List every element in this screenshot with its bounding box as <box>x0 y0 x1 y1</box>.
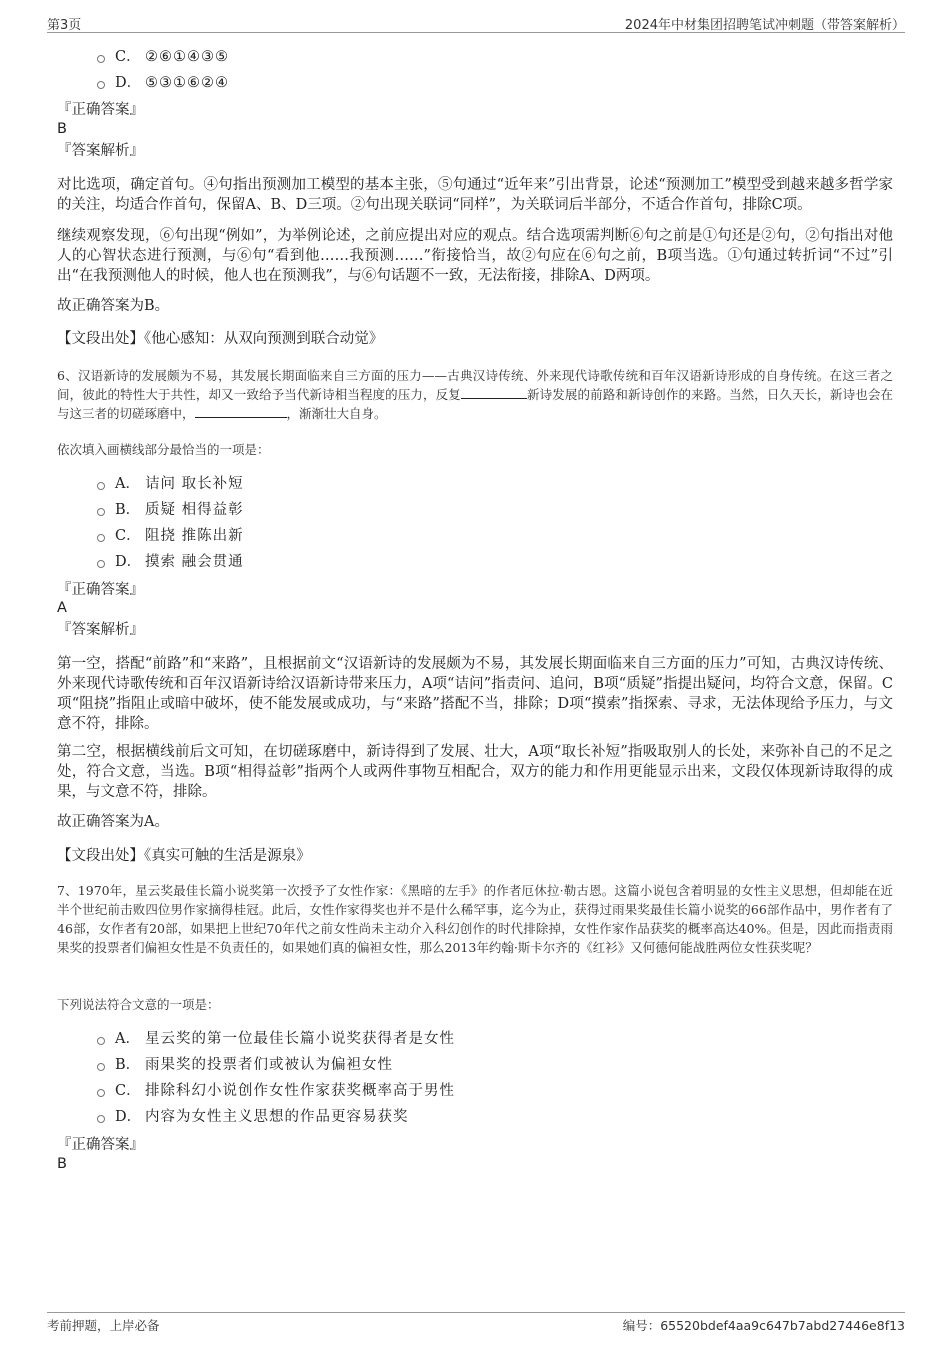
q5-analysis-paragraph: 对比选项，确定首句。④句指出预测加工模型的基本主张，⑤句通过“近年来”引出背景，论述“预测加工”模型受到越来越多哲学家的关注，均适合作首句，保留A、B、D三项。②句出现关联词“同样”，为关联词后半部分，不适合作首句，排除C项。 <box>57 177 893 213</box>
radio-icon[interactable] <box>97 55 105 63</box>
q7-answer-label: 『正确答案』 <box>57 1137 144 1153</box>
q6-option-c[interactable]: C． 阻挠 推陈出新 <box>97 526 244 546</box>
q7-option-d[interactable]: D． 内容为女性主义思想的作品更容易获奖 <box>97 1107 409 1127</box>
radio-icon[interactable] <box>97 534 105 542</box>
page-footer <box>47 1312 905 1337</box>
q7-stem: 7、1970年，星云奖最佳长篇小说奖第一次授予了女性作家：《黑暗的左手》的作者厄休拉·勒古恩。这篇小说包含着明显的女性主义思想，但却能在近半个世纪前击败四位男作家摘得桂冠。此后，女性作家得奖也并不是什么稀罕事，迄今为止，获得过雨果奖最佳长篇小说奖的66部作品中，男作者有了46部，女作者有20部，如果把上世纪70年代之前女性尚未主动介入科幻创作的时代排除掉，女性作家作品获奖的概率高达40%。但是，因此而指责雨果奖的投票者们偏袒女性是不负责任的，如果她们真的偏袒女性，那么2013年约翰·斯卡尔齐的《红衫》又何德何能战胜两位女性获奖呢？ <box>57 883 893 955</box>
q7-option-a[interactable]: A． 星云奖的第一位最佳长篇小说奖获得者是女性 <box>97 1029 455 1049</box>
q6-source: 【文段出处】《真实可触的生活是源泉》 <box>57 848 311 864</box>
q6-prompt: 依次填入画横线部分最恰当的一项是： <box>57 442 270 457</box>
q6-option-b[interactable]: B． 质疑 相得益彰 <box>97 500 244 520</box>
q7-prompt: 下列说法符合文意的一项是： <box>57 997 220 1012</box>
q7-option-c[interactable]: C． 排除科幻小说创作女性作家获奖概率高于男性 <box>97 1081 455 1101</box>
radio-icon[interactable] <box>97 1063 105 1071</box>
document-title: 2024年中材集团招聘笔试冲刺题（带答案解析） <box>624 18 905 33</box>
q5-analysis-label: 『答案解析』 <box>57 143 144 159</box>
q6-answer: A <box>57 600 67 616</box>
page-number: 第3页 <box>47 18 82 33</box>
q7-answer: B <box>57 1156 67 1172</box>
blank-2 <box>195 405 287 418</box>
q6-stem: 6、汉语新诗的发展颇为不易，其发展长期面临来自三方面的压力——古典汉诗传统、外来现代诗歌传统和百年汉语新诗形成的自身传统。在这三者之间，彼此的特性大于共性，却又一致给予当代新诗相当程度的压力，反复 新诗发展的前路和新诗创作的来路。当然，日久天长，新诗也会在与这三者的切磋琢磨中， ，渐渐壮大自身。 <box>57 368 893 421</box>
q6-analysis-paragraph: 第一空，搭配“前路”和“来路”，且根据前文“汉语新诗的发展颇为不易，其发展长期面临来自三方面的压力”可知，古典汉诗传统、外来现代诗歌传统和百年汉语新诗给汉语新诗带来压力，A项“诘问”指责问、追问，B项“质疑”指提出疑问，均符合文意，保留。C项“阻挠”指阻止或暗中破坏，使不能发展或成功，与“来路”搭配不当，排除；D项“摸索”指探索、寻求，无法体现给予压力，与文意不符，排除。 <box>57 656 893 732</box>
radio-icon[interactable] <box>97 508 105 516</box>
radio-icon[interactable] <box>97 560 105 568</box>
q5-option-c[interactable]: C． ②⑥①④③⑤ <box>97 47 229 67</box>
q6-option-a[interactable]: A． 诘问 取长补短 <box>97 474 244 494</box>
radio-icon[interactable] <box>97 1089 105 1097</box>
q6-option-d[interactable]: D． 摸索 融会贯通 <box>97 552 244 572</box>
q5-analysis-paragraph: 继续观察发现，⑥句出现“例如”，为举例论述，之前应提出对应的观点。结合选项需判断⑥句之前是①句还是②句，②句指出对他人的心智状态进行预测，与⑥句“看到他……我预测……”衔接恰当，故②句应在⑥句之前，B项当选。①句通过转折词“不过”引出“在我预测他人的时候，他人也在预测我”，与⑥句话题不一致，无法衔接，排除A、D两项。 <box>57 228 893 284</box>
radio-icon[interactable] <box>97 1115 105 1123</box>
q6-analysis-label: 『答案解析』 <box>57 622 144 638</box>
q5-answer-label: 『正确答案』 <box>57 102 144 118</box>
q5-source: 【文段出处】《他心感知：从双向预测到联合动觉》 <box>57 331 384 347</box>
q6-answer-label: 『正确答案』 <box>57 582 144 598</box>
page-header <box>47 12 905 33</box>
blank-1 <box>461 386 527 399</box>
q7-option-b[interactable]: B． 雨果奖的投票者们或被认为偏袒女性 <box>97 1055 393 1075</box>
footer-slogan: 考前押题，上岸必备 <box>47 1318 160 1333</box>
q6-conclusion: 故正确答案为A。 <box>57 814 169 830</box>
q6-analysis-paragraph: 第二空，根据横线前后文可知，在切磋琢磨中，新诗得到了发展、壮大，A项“取长补短”指吸取别人的长处，来弥补自己的不足之处，符合文意，当选。B项“相得益彰”指两个人或两件事物互相配合，双方的能力和作用更能显示出来，文段仅体现新诗取得的成果，与文意不符，排除。 <box>57 744 893 800</box>
radio-icon[interactable] <box>97 81 105 89</box>
radio-icon[interactable] <box>97 1037 105 1045</box>
q5-answer: B <box>57 121 67 137</box>
q5-option-d[interactable]: D． ⑤③①⑥②④ <box>97 73 229 93</box>
document-id: 编号：65520bdef4aa9c647b7abd27446e8f13 <box>622 1318 905 1333</box>
radio-icon[interactable] <box>97 482 105 490</box>
q5-conclusion: 故正确答案为B。 <box>57 298 170 314</box>
